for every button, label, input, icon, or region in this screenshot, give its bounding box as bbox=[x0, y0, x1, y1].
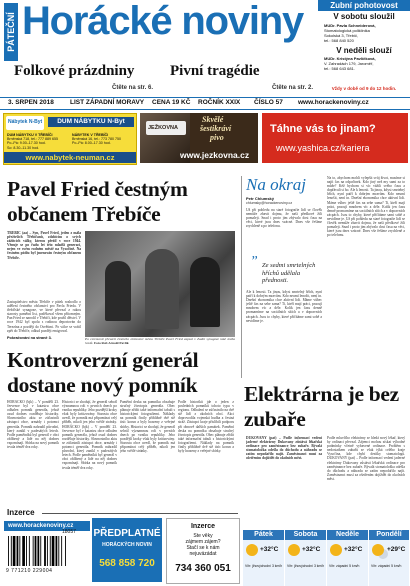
advert-box[interactable] bbox=[166, 518, 240, 584]
column-body-6-text: Ti, kteří mají práci, pracují mnohem víc a déle. Kolik jen času denně promarníme na sociálních sítích a v dopravních zácpách. Jsou to chyby, které přičítáme sami sobě a nevidíme je. bbox=[327, 200, 405, 221]
dental-day1-line-4: tel.: 568 840 520 bbox=[324, 38, 354, 43]
furniture-col1-line: So: 8.30–11.30 hod. bbox=[7, 145, 40, 150]
story3-col1 bbox=[246, 436, 322, 528]
weather-day-name: Pondělí bbox=[369, 530, 409, 540]
advert-line-2: zájmem zájem? bbox=[185, 539, 221, 545]
newspaper-title[interactable]: Horácké noviny bbox=[22, 0, 304, 43]
sun-icon bbox=[288, 544, 300, 556]
ad-jezkovna[interactable] bbox=[140, 113, 258, 163]
subscription-title: PŘEDPLATNÉ bbox=[93, 528, 161, 539]
story1-lead-text: TŘEBÍČ (aa) – Syn, Pavel Fried, jeden z mála přeživších Třebíčanů, zdobícím o svých zážitcích války, kterou přežil v roce 1944. Věnuje se po řadu let této mladší generaci, nejen ve svém rodném městě na Vysočině. Na čestném pódiu byl jmenován čestným občanem Třebíče. bbox=[7, 231, 81, 260]
story2-col3 bbox=[120, 400, 175, 504]
inzerce-rule bbox=[42, 513, 238, 514]
furniture-col1-line: Po–Pá: 9.00–17.30 hod. bbox=[7, 141, 46, 146]
weather-desc: Vítr: jihovýchodní 3 km/h bbox=[287, 564, 325, 568]
furniture-col2-line: Po–Pá: 8.00–17.30 hod. bbox=[72, 141, 111, 146]
weather-desc: Vítr: západní 5 km/h bbox=[371, 564, 402, 568]
story3-headline[interactable]: Elektrárna je bez zubaře bbox=[244, 382, 399, 431]
story2-col1-text: HORÁCKO (bjk) – V pondělí 23. července byl v katastru obce odhalen pomník generála, jehož osud dodnes rozděluje historiky. Slavnostního aktu se zúčastnili zástupci obce, armády i potomci generála. Pomník nahradil původní, který zanikl v padesátých letech. Podle pamětníků byl generál v obci oblíbený a lidé na něj dodnes vzpomínají. Sbírka na nový pomník trvala téměř dva roky. bbox=[7, 400, 59, 450]
dental-day1-title: V sobotu sloužil bbox=[333, 12, 395, 21]
dental-footnote: Vždy v době od 9 do 12 hodin. bbox=[331, 86, 397, 91]
jezkovna-slogan-2: šestikráví bbox=[200, 124, 232, 133]
column-body-1-text: Už při pohledu na staré fotografie lidí se člověk nemůže zbavit dojmu, že naši předkové žili pomaleji. Snad i proto jim zbývalo dost času na věci, které jsou dnes vzácné. Dnes vše řešíme zrychleně a po telefonu. bbox=[246, 208, 322, 229]
column-author: Petr Chlumský bbox=[246, 196, 275, 201]
jezkovna-slogan-1: Skvělé bbox=[202, 115, 224, 124]
photo-person-left bbox=[105, 261, 131, 321]
story3-col2b-text: DUKOVANY (pat) – Podle informací vedení jaderné elektrárny Dukovany zůstává lékařská ordinace pro zaměstnance bez zubaře. Bývalá stomatoložka odešla do důchodu a náhradu se zatím nepodařilo najít. Zaměstnanci musí za ošetřením dojíždět do okolních měst. bbox=[327, 456, 405, 481]
weather-day-neděle bbox=[327, 530, 368, 586]
column-body-3 bbox=[327, 176, 405, 378]
column-body-7-text: Už při pohledu na staré fotografie lidí se člověk nemůže zbavit dojmu, že naši předkové žili pomaleji. Snad i proto jim zbývalo dost času na věci, které jsou dnes vzácné. Dnes vše řešíme zrychleně a po telefonu. bbox=[327, 216, 405, 238]
photo-person-center bbox=[145, 249, 179, 329]
side-tag-label: PÁTEČNÍ bbox=[6, 12, 16, 52]
dental-day1-line-1: MUDr. Pavla Schneiderová, bbox=[324, 23, 376, 28]
weather-temp: +29°C bbox=[387, 546, 406, 553]
story2-col4b-text: Pamětní deska na pomníku obsahuje stručný životopis generála. Obec plánuje zřídit také informační tabuli s historickými fotografiemi. Náklady na pomník činily přibližně dvě stě tisíc korun a byly hrazeny z veřejné sbírky. bbox=[178, 424, 234, 454]
story3-col1-text: DUKOVANY (pat) – Podle informací vedení jaderné elektrárny Dukovany zůstává lékařská ordinace pro zaměstnance bez zubaře. Bývalá stomatoložka odešla do důchodu a náhradu se zatím nepodařilo najít. Zaměstnanci musí za ošetřením dojíždět do okolních měst. bbox=[246, 436, 322, 461]
furniture-logo-text: Nábytek N-Byt bbox=[8, 119, 43, 125]
weather-day-sobota bbox=[285, 530, 326, 586]
weather-day-pondělí bbox=[369, 530, 409, 586]
jezkovna-logo-text: JEŽKOVNA bbox=[148, 125, 178, 131]
advert-title: Inzerce bbox=[190, 523, 216, 530]
photo-person-right bbox=[190, 257, 220, 327]
story1-photo bbox=[85, 231, 235, 337]
weather-temp: +32°C bbox=[302, 546, 321, 553]
jezkovna-url[interactable]: www.jezkovna.cz bbox=[180, 150, 250, 160]
teaser-2-headline[interactable]: Pivní tragédie bbox=[170, 63, 260, 79]
info-bar bbox=[0, 97, 410, 110]
yashica-url[interactable]: www.yashica.cz/kariera bbox=[276, 143, 370, 153]
furniture-col2 bbox=[72, 133, 121, 146]
barcode-graphic bbox=[6, 536, 88, 568]
story1-body-text: Zastupitelstvo města Třebíče v pátek rozhodlo o udělení čestného občanství pro Pavla Frieda. V třebíčské synagoze, ve které převzal z rukou starosty pamětní list, poděkoval všem přítomným. Pan Fried se narodil v Třebíči, kde prožil dětství. V roce 1942 byl spolu s rodinou deportován do Terezína a později do Osvětimi. Po válce se vrátil zpět do Třebíče, odkud později emigroval. bbox=[7, 300, 81, 333]
furniture-col2-line: Brněnská 16, tel.: 773 780 750 bbox=[72, 137, 121, 142]
ad-yashica[interactable] bbox=[262, 113, 408, 163]
teaser-2-ref: Čtěte na str. 2. bbox=[272, 85, 314, 91]
story1-lead bbox=[7, 231, 81, 299]
furniture-col1 bbox=[7, 133, 58, 150]
inzerce-label: Inzerce bbox=[7, 508, 35, 517]
barcode bbox=[6, 529, 88, 576]
inzerce-url-bar[interactable]: www.horackenoviny.cz bbox=[4, 521, 90, 531]
side-tag bbox=[4, 3, 18, 61]
furniture-logo bbox=[6, 116, 44, 130]
sun-icon bbox=[246, 544, 258, 556]
furniture-col1-line: DUM NÁBYTKU V TŘEBÍČI bbox=[7, 133, 53, 137]
story2-col2b-text: HORÁCKO (bjk) – V pondělí 23. července byl v katastru obce odhalen pomník generála, jehož osud dodnes rozděluje historiky. Slavnostního aktu se zúčastnili zástupci obce, armády i potomci generála. Pomník nahradil původní, který zanikl v padesátých letech. Podle pamětníků byl generál v obci oblíbený a lidé na něj dodnes vzpomínají. Sbírka na nový pomník trvala téměř dva roky. bbox=[62, 424, 117, 470]
yashica-headline: Táhne vás to jinam? bbox=[270, 123, 376, 135]
dental-day2-line-3: tel.: 568 643 681. bbox=[324, 66, 355, 71]
furniture-col1-line: Brněnská 718, tel.: 777 889 655 bbox=[7, 137, 58, 142]
weather-strip bbox=[243, 530, 409, 586]
weather-temp: +32°C bbox=[260, 546, 279, 553]
story3-col2-text: Podle mluvčího elektrárny se hledá nový lékař, který by ordinaci převzal. Zájemci mohou získat výhodné podmínky včetně vybavené ordinace. Problém s nedostatkem zubařů se však týká celého kraje Vysočina, kde chybí desítky stomatologů. bbox=[327, 436, 405, 457]
info-item-3: ROČNÍK XXIX bbox=[198, 99, 241, 106]
story1-headline[interactable]: Pavel Fried čestným občanem Třebíče bbox=[7, 177, 188, 226]
masthead bbox=[0, 0, 410, 96]
column-body-2 bbox=[246, 290, 322, 378]
subscription-sub: HORÁCKÝCH NOVIN bbox=[102, 542, 152, 548]
weather-day-name: Pátek bbox=[243, 530, 284, 540]
story1-photo-credit: Foto Rob Arnold Pavlík bbox=[94, 340, 129, 345]
story2-col2-text: Historici se shodují, že generál sehrál významnou roli v prvních dnech po vzniku republiky. Jeho pozdější kroky však byly kritizovány. Starosta obce uvedl, že pomník má připomínat celý příběh, nikoli jen jeho světlé stránky. bbox=[62, 400, 117, 425]
story1-caption bbox=[85, 338, 235, 346]
column-body-3-text: Ti, kteří mají práci, pracují mnohem víc a déle. Kolik jen času denně promarníme na sociálních sítích a v dopravních zácpách. Jsou to chyby, které přičítáme sami sobě a nevidíme je. bbox=[246, 302, 322, 323]
story1-body bbox=[7, 300, 81, 334]
teaser-1-ref: Čtěte na str. 6. bbox=[112, 85, 154, 91]
advert-line-1: Ste věky bbox=[193, 533, 213, 539]
story2-col1 bbox=[7, 400, 59, 504]
jezkovna-slogan-3: pivo bbox=[210, 133, 224, 142]
column-heading[interactable]: Na okraj bbox=[246, 175, 306, 194]
quote-mark-icon: ” bbox=[250, 254, 258, 269]
weather-desc: Vítr: jihovýchodní 3 km/h bbox=[245, 564, 283, 568]
furniture-heading: DUM NÁBYTKU N-Byt bbox=[48, 117, 134, 127]
story1-caption-text: Po ceremonii převzetí čestného občanství města Třebíče Pavel Fried zapsal v Zadní synagoze také kniha hostů. bbox=[85, 338, 235, 345]
furniture-url[interactable]: www.nabytek-neuman.cz bbox=[4, 152, 136, 163]
advert-phone[interactable]: 734 360 051 bbox=[175, 563, 231, 574]
ad-furniture[interactable] bbox=[3, 113, 137, 165]
sun-cloud-icon bbox=[372, 544, 384, 556]
sun-icon bbox=[330, 544, 342, 556]
column-quote bbox=[250, 254, 324, 285]
story1-continued[interactable]: Pokračování na straně 3. bbox=[7, 336, 52, 340]
subscription-box[interactable] bbox=[92, 518, 162, 582]
story2-col2 bbox=[62, 400, 117, 504]
story2-headline[interactable]: Kontroverzní generál dostane nový pomník bbox=[7, 348, 199, 397]
weather-day-name: Sobota bbox=[285, 530, 326, 540]
furniture-col2-line: NÁBYTEK V TŘEBÍČI bbox=[72, 133, 109, 137]
jezkovna-logo bbox=[146, 121, 186, 135]
column-email[interactable]: chlumsky@horackenoviny.cz bbox=[246, 201, 293, 205]
column-body-4-text: Na to, abychom mohli vylepšit svůj život, musíme si najít čas na odpočinek. Kdo jiný než my sami za to může? Kéž bychom si víc vážili svého času a dopřávali si ho. bbox=[327, 176, 405, 193]
info-url[interactable]: www.horackenoviny.cz bbox=[298, 99, 369, 106]
info-item-4: ČÍSLO 57 bbox=[254, 99, 283, 106]
info-item-1: LIST ZÁPADNÍ MORAVY bbox=[70, 99, 145, 106]
weather-temp: +32°C bbox=[344, 546, 363, 553]
dental-day2-title: V neděli slouží bbox=[336, 46, 392, 55]
teaser-1-headline[interactable]: Folkové prázdniny bbox=[14, 63, 135, 79]
story2-col3-text: Pamětní deska na pomníku obsahuje stručný životopis generála. Obec plánuje zřídit také informační tabuli s historickými fotografiemi. Náklady na pomník činily přibližně dvě stě tisíc korun a byly hrazeny z veřejné sbírky. bbox=[120, 400, 175, 429]
column-body-2-text: Ale k lenosti. Ta jinou, kdysi smrtelný hřích, nyní patří k dobrým mravům. Kdo neumí lenošit, není in. Dnešní ekonomika chce aktivní lidi. Máme vůbec ještě čas na sebe sama? bbox=[246, 290, 322, 307]
story2-col4-text: Podle historiků jde o jeden z posledních pomníků tohoto typu v regionu. Odhalení se zúčastnilo na dvě stě lidí z okolních obcí. Akci doprovodila vojenská hudba a čestná stráž. Zástupci kraje přislíbili podporu při obnově dalších památek. bbox=[178, 400, 234, 429]
weather-day-pátek bbox=[243, 530, 284, 586]
info-item-2: CENA 19 KČ bbox=[152, 99, 191, 106]
story3-col2 bbox=[327, 436, 405, 528]
story2-col3b-text: Historici se shodují, že generál sehrál významnou roli v prvních dnech po vzniku republiky. Jeho pozdější kroky však byly kritizovány. Starosta obce uvedl, že pomník má připomínat celý příběh, nikoli jen jeho světlé stránky. bbox=[120, 424, 175, 454]
advert-line-4: nejuvázádat bbox=[189, 551, 217, 557]
weather-desc: Vítr: západní 5 km/h bbox=[329, 564, 360, 568]
column-body-5-text: Ale k lenosti. Ta jinou, kdysi smrtelný hřích, nyní patří k dobrým mravům. Kdo neumí lenošit, není in. Dnešní ekonomika chce aktivní lidi. Máme vůbec ještě čas na sebe sama? bbox=[327, 188, 405, 205]
dental-day2-line-1: MUDr. Kristýna Pavlíčková, bbox=[324, 56, 376, 61]
dental-day2-line-2: V. Zahradách 179, Jaroměř, bbox=[324, 61, 374, 66]
weather-day-name: Neděle bbox=[327, 530, 368, 540]
story2-col4 bbox=[178, 400, 234, 504]
column-quote-text: Ze sedmi smrtelných hříchů udělala přednosti. bbox=[262, 262, 316, 284]
issue-code: 18057 bbox=[62, 529, 76, 535]
dental-emergency-box bbox=[318, 0, 410, 96]
dental-heading: Zubní pohotovost bbox=[318, 0, 410, 11]
barcode-number: 9 771210 229004 bbox=[6, 568, 53, 574]
subscription-phone[interactable]: 568 858 720 bbox=[99, 558, 155, 569]
column-divider bbox=[241, 176, 242, 378]
advert-line-3: Stačí se k nám bbox=[186, 545, 220, 551]
dental-day1-line-2: Stomatologická poliklinika bbox=[324, 28, 370, 33]
issue-date: 3. SRPEN 2018 bbox=[8, 99, 54, 106]
dental-day1-line-3: Sokolská 3, Třebíč, bbox=[324, 33, 359, 38]
